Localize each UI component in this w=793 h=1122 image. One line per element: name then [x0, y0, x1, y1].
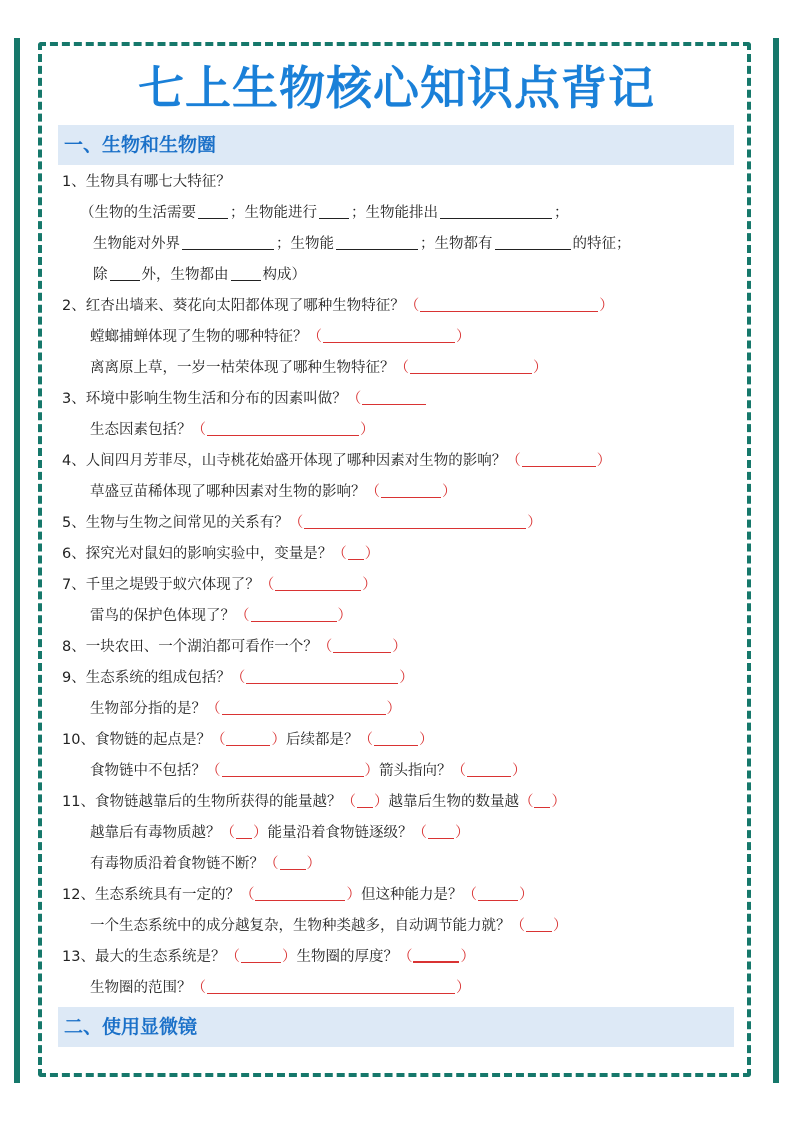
- answer-blank[interactable]: [255, 884, 345, 901]
- fill-blank[interactable]: [336, 233, 418, 250]
- fill-blank[interactable]: [495, 233, 571, 250]
- answer-blank[interactable]: [420, 295, 598, 312]
- question-11-b: 越靠后有毒物质越？（ ）能量沿着食物链逐级？（ ）: [90, 819, 470, 847]
- answer-blank[interactable]: [226, 729, 270, 746]
- question-3: 3、环境中影响生物生活和分布的因素叫做？（: [62, 385, 427, 413]
- question-9-b: 生物部分指的是？（ ）: [90, 695, 401, 723]
- answer-blank[interactable]: [526, 915, 552, 932]
- answer-blank[interactable]: [275, 574, 361, 591]
- answer-blank[interactable]: [304, 512, 526, 529]
- fill-blank[interactable]: [231, 264, 261, 281]
- right-border-line: [773, 38, 779, 1083]
- answer-blank[interactable]: [357, 791, 373, 808]
- question-1-line-1: （生物的生活需要 ；生物能进行 ；生物能排出 ；: [80, 199, 569, 227]
- answer-blank[interactable]: [333, 636, 391, 653]
- question-13-b: 生物圈的范围？（ ）: [90, 974, 471, 1002]
- fill-blank[interactable]: [319, 202, 349, 219]
- question-1: 1、生物具有哪七大特征？: [62, 174, 231, 190]
- answer-blank[interactable]: [207, 419, 359, 436]
- question-2-b: 螳螂捕蝉体现了生物的哪种特征？（ ）: [90, 323, 471, 351]
- answer-blank[interactable]: [467, 760, 511, 777]
- question-12: 12、生态系统具有一定的？（ ）但这种能力是？（ ）: [62, 881, 533, 909]
- answer-blank[interactable]: [428, 822, 454, 839]
- answer-blank[interactable]: [222, 760, 364, 777]
- left-border-line: [14, 38, 20, 1083]
- answer-blank[interactable]: [413, 945, 459, 963]
- answer-blank[interactable]: [522, 450, 596, 467]
- question-2: 2、红杏出墙来、葵花向太阳都体现了哪种生物特征？（ ）: [62, 292, 614, 320]
- question-5: 5、生物与生物之间常见的关系有？（ ）: [62, 509, 542, 537]
- page-title: 七上生物核心知识点背记: [138, 61, 655, 115]
- question-1-line-2: 生物能对外界 ；生物能 ；生物都有 的特征；: [93, 230, 631, 258]
- question-9: 9、生态系统的组成包括？（ ）: [62, 664, 414, 692]
- section-heading-2: 二、使用显微镜: [58, 1007, 734, 1047]
- answer-blank[interactable]: [280, 853, 306, 870]
- answer-blank[interactable]: [348, 543, 364, 560]
- question-3-b: 生态因素包括？（ ）: [90, 416, 375, 444]
- answer-blank[interactable]: [362, 388, 426, 405]
- question-11-c: 有毒物质沿着食物链不断？（ ）: [90, 850, 321, 878]
- answer-blank[interactable]: [410, 357, 532, 374]
- question-10-b: 食物链中不包括？（ ）箭头指向？（ ）: [90, 757, 527, 785]
- answer-blank[interactable]: [323, 326, 455, 343]
- fill-blank[interactable]: [440, 202, 552, 219]
- answer-blank[interactable]: [478, 884, 518, 901]
- answer-blank[interactable]: [251, 605, 337, 622]
- question-13: 13、最大的生态系统是？（ ）生物圈的厚度？（ ）: [62, 943, 475, 971]
- question-12-b: 一个生态系统中的成分越复杂，生物种类越多，自动调节能力就？（ ）: [90, 912, 568, 940]
- question-11: 11、食物链越靠后的生物所获得的能量越？（ ）越靠后生物的数量越（ ）: [62, 788, 566, 816]
- question-2-c: 离离原上草，一岁一枯荣体现了哪种生物特征？（ ）: [90, 354, 548, 382]
- answer-blank[interactable]: [381, 481, 441, 498]
- question-6: 6、探究光对鼠妇的影响实验中，变量是？（ ）: [62, 540, 379, 568]
- question-1-line-3: 除 外，生物都由 构成）: [93, 261, 306, 289]
- question-7: 7、千里之堤毁于蚁穴体现了？（ ）: [62, 571, 377, 599]
- question-8: 8、一块农田、一个湖泊都可看作一个？（ ）: [62, 633, 407, 661]
- fill-blank[interactable]: [198, 202, 228, 219]
- answer-blank[interactable]: [534, 791, 550, 808]
- answer-blank[interactable]: [246, 667, 398, 684]
- question-7-b: 雷鸟的保护色体现了？（ ）: [90, 602, 352, 630]
- answer-blank[interactable]: [207, 977, 455, 994]
- fill-blank[interactable]: [182, 233, 274, 250]
- question-4-b: 草盛豆苗稀体现了哪种因素对生物的影响？（ ）: [90, 478, 457, 506]
- answer-blank[interactable]: [374, 729, 418, 746]
- answer-blank[interactable]: [222, 698, 386, 715]
- answer-blank[interactable]: [236, 822, 252, 839]
- question-4: 4、人间四月芳菲尽，山寺桃花始盛开体现了哪种因素对生物的影响？（ ）: [62, 447, 611, 475]
- question-10: 10、食物链的起点是？（ ）后续都是？（ ）: [62, 726, 433, 754]
- fill-blank[interactable]: [110, 264, 140, 281]
- answer-blank[interactable]: [241, 946, 281, 963]
- section-heading-1: 一、生物和生物圈: [58, 125, 734, 165]
